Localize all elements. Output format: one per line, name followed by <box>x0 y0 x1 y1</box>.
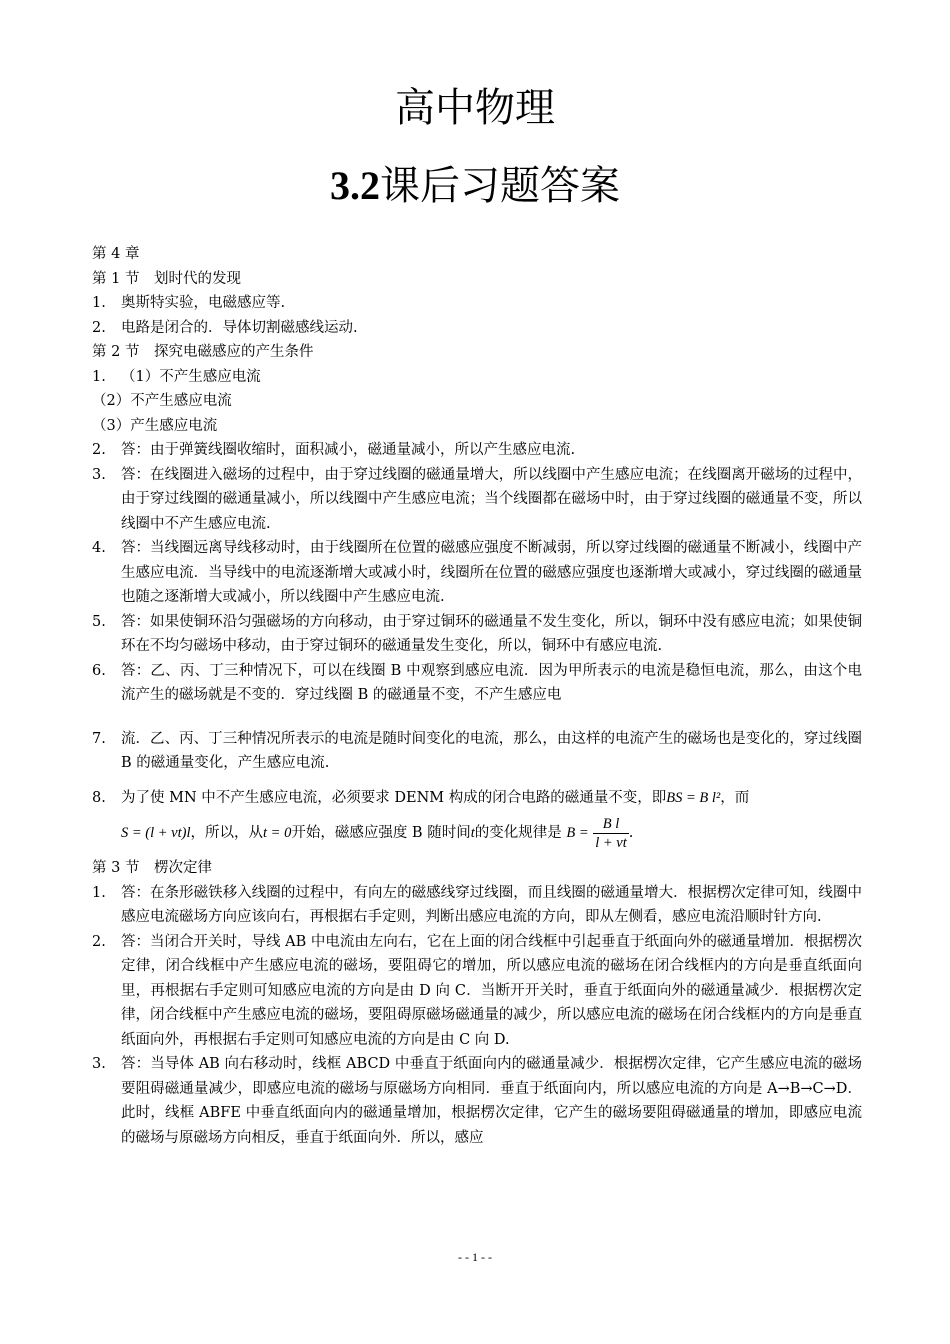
b-fraction <box>593 815 629 852</box>
sub-answer: （2）不产生感应电流 <box>92 393 232 409</box>
time-zero: t = 0 <box>263 825 292 841</box>
document-subtitle <box>0 158 950 214</box>
list-item: 3. 答：当导体 AB 向右移动时，线框 ABCD 中垂直于纸面向内的磁通量减少．根据楞次定律，它产生感应电流的磁场要阻碍磁通量减少，即感应电流的磁场与原磁场方向相同．垂直于纸面向内，所以感应电流的方向是 A→B→C→D．此时，线框 ABFE 中垂直纸面向内的磁通量增加，根据楞次定律，它产生的磁场要阻碍磁通量的增加，即感应电流的磁场与原磁场方向相反，垂直于纸面向外．所以，感应 <box>92 1056 862 1146</box>
list-item: 3. 答：在线圈进入磁场的过程中，由于穿过线圈的磁通量增大，所以线圈中产生感应电流；在线圈离开磁场的过程中，由于穿过线圈的磁通量减小，所以线圈中产生感应电流；当个线圈都在磁场中时，由于穿过线圈的磁通量不变，所以线圈中不产生感应电流. <box>92 466 862 532</box>
list-item: 4. 答：当线圈远离导线移动时，由于线圈所在位置的磁感应强度不断减弱，所以穿过线圈的磁通量不断减小，线圈中产生感应电流．当导线中的电流逐渐增大或减小时，线圈所在位置的磁感应强度也逐渐增大或减小，穿过线圈的磁通量也随之逐渐增大或减小，所以线圈中产生感应电流. <box>92 540 862 605</box>
page-number: - - 1 - - <box>458 1250 492 1264</box>
formula-line: S = (l + vt)l，所以，从t = 0开始，磁感应强度 B 随时间t的变化规律是 B = $\frac{\text{B l}}{l + vt}$ . <box>121 815 634 851</box>
spacer <box>92 708 862 727</box>
item-8-tail: ，而 <box>720 789 750 806</box>
sub-answer: （3）产生感应电流 <box>92 417 218 434</box>
chapter-heading: 第 4 章 <box>92 246 140 262</box>
spacer <box>92 776 862 786</box>
area-equation: S = (l + vt)l <box>121 825 191 841</box>
list-item: 2. 答：由于弹簧线圈收缩时，面积减小，磁通量减小，所以产生感应电流. <box>92 442 576 458</box>
document-body <box>92 242 862 1150</box>
list-item: 7. 流．乙、丙、丁三种情况所表示的电流是随时间变化的电流，那么，由这样的电流产生的磁场也是变化的，穿过线圈 B 的磁通量变化，产生感应电流. <box>92 730 862 771</box>
fraction-numerator: B l <box>593 815 629 834</box>
section-2-heading: 第 2 节 探究电磁感应的产生条件 <box>92 344 314 360</box>
list-item: 2. 电路是闭合的．导体切割磁感线运动. <box>92 319 358 336</box>
item-8-text: 为了使 MN 中不产生感应电流，必须要求 DENM 构成的闭合电路的磁通量不变，即 <box>121 789 667 806</box>
subtitle-number: 3.2 <box>330 163 380 208</box>
list-item: 1. 奥斯特实验，电磁感应等. <box>92 295 286 311</box>
list-item: 6. 答：乙、丙、丁三种情况下，可以在线圈 B 中观察到感应电流．因为甲所表示的电流是稳恒电流，那么，由这个电流产生的磁场就是不变的．穿过线圈 B 的磁通量不变，不产生感应电 <box>92 662 862 703</box>
section-3-heading: 第 3 节 楞次定律 <box>92 860 212 876</box>
time-variable: t <box>470 825 475 841</box>
fraction-denominator: l + vt <box>595 834 627 851</box>
list-item: 2. 答：当闭合开关时，导线 AB 中电流由左向右，它在上面的闭合线框中引起垂直于纸面向外的磁通量增加．根据楞次定律，闭合线框中产生感应电流的磁场，要阻碍它的增加，所以感应电流的磁场在闭合线框内的方向是垂直纸面向里，再根据右手定则可知感应电流的方向是由 D 向 C．当断开开关时，垂直于纸面向外的磁通量减少．根据楞次定律，闭合线框中产生感应电流的磁场，要阻碍原磁场磁通量的减少，所以感应电流的磁场在闭合线框内的方向是垂直纸面向外，再根据右手定则可知感应电流的方向是由 C 向 D. <box>92 933 862 1048</box>
list-item: 5. 答：如果使铜环沿匀强磁场的方向移动，由于穿过铜环的磁通量不发生变化，所以，铜环中没有感应电流；如果使铜环在不均匀磁场中移动，由于穿过铜环的磁通量发生变化，所以，铜环中有感应电流. <box>92 613 862 654</box>
section-1-heading: 第 1 节 划时代的发现 <box>92 270 241 287</box>
list-item: 1. （1）不产生感应电流 <box>92 368 261 385</box>
b-lhs: B = <box>566 825 589 841</box>
list-item: 1. 答：在条形磁铁移入线圈的过程中，有向左的磁感线穿过线圈，而且线圈的磁通量增大．根据楞次定律可知，线圈中感应电流磁场方向应该向右，再根据右手定则，判断出感应电流的方向，即从左侧看，感应电流沿顺时针方向. <box>92 884 862 925</box>
document-title: 高中物理 <box>395 85 555 131</box>
subtitle-text: 课后习题答案 <box>380 163 620 209</box>
list-item: 8. 为了使 MN 中不产生感应电流，必须要求 DENM 构成的闭合电路的磁通量不变，即BS = B l²，而 <box>92 789 750 806</box>
flux-equation: BS = B l² <box>666 789 721 806</box>
